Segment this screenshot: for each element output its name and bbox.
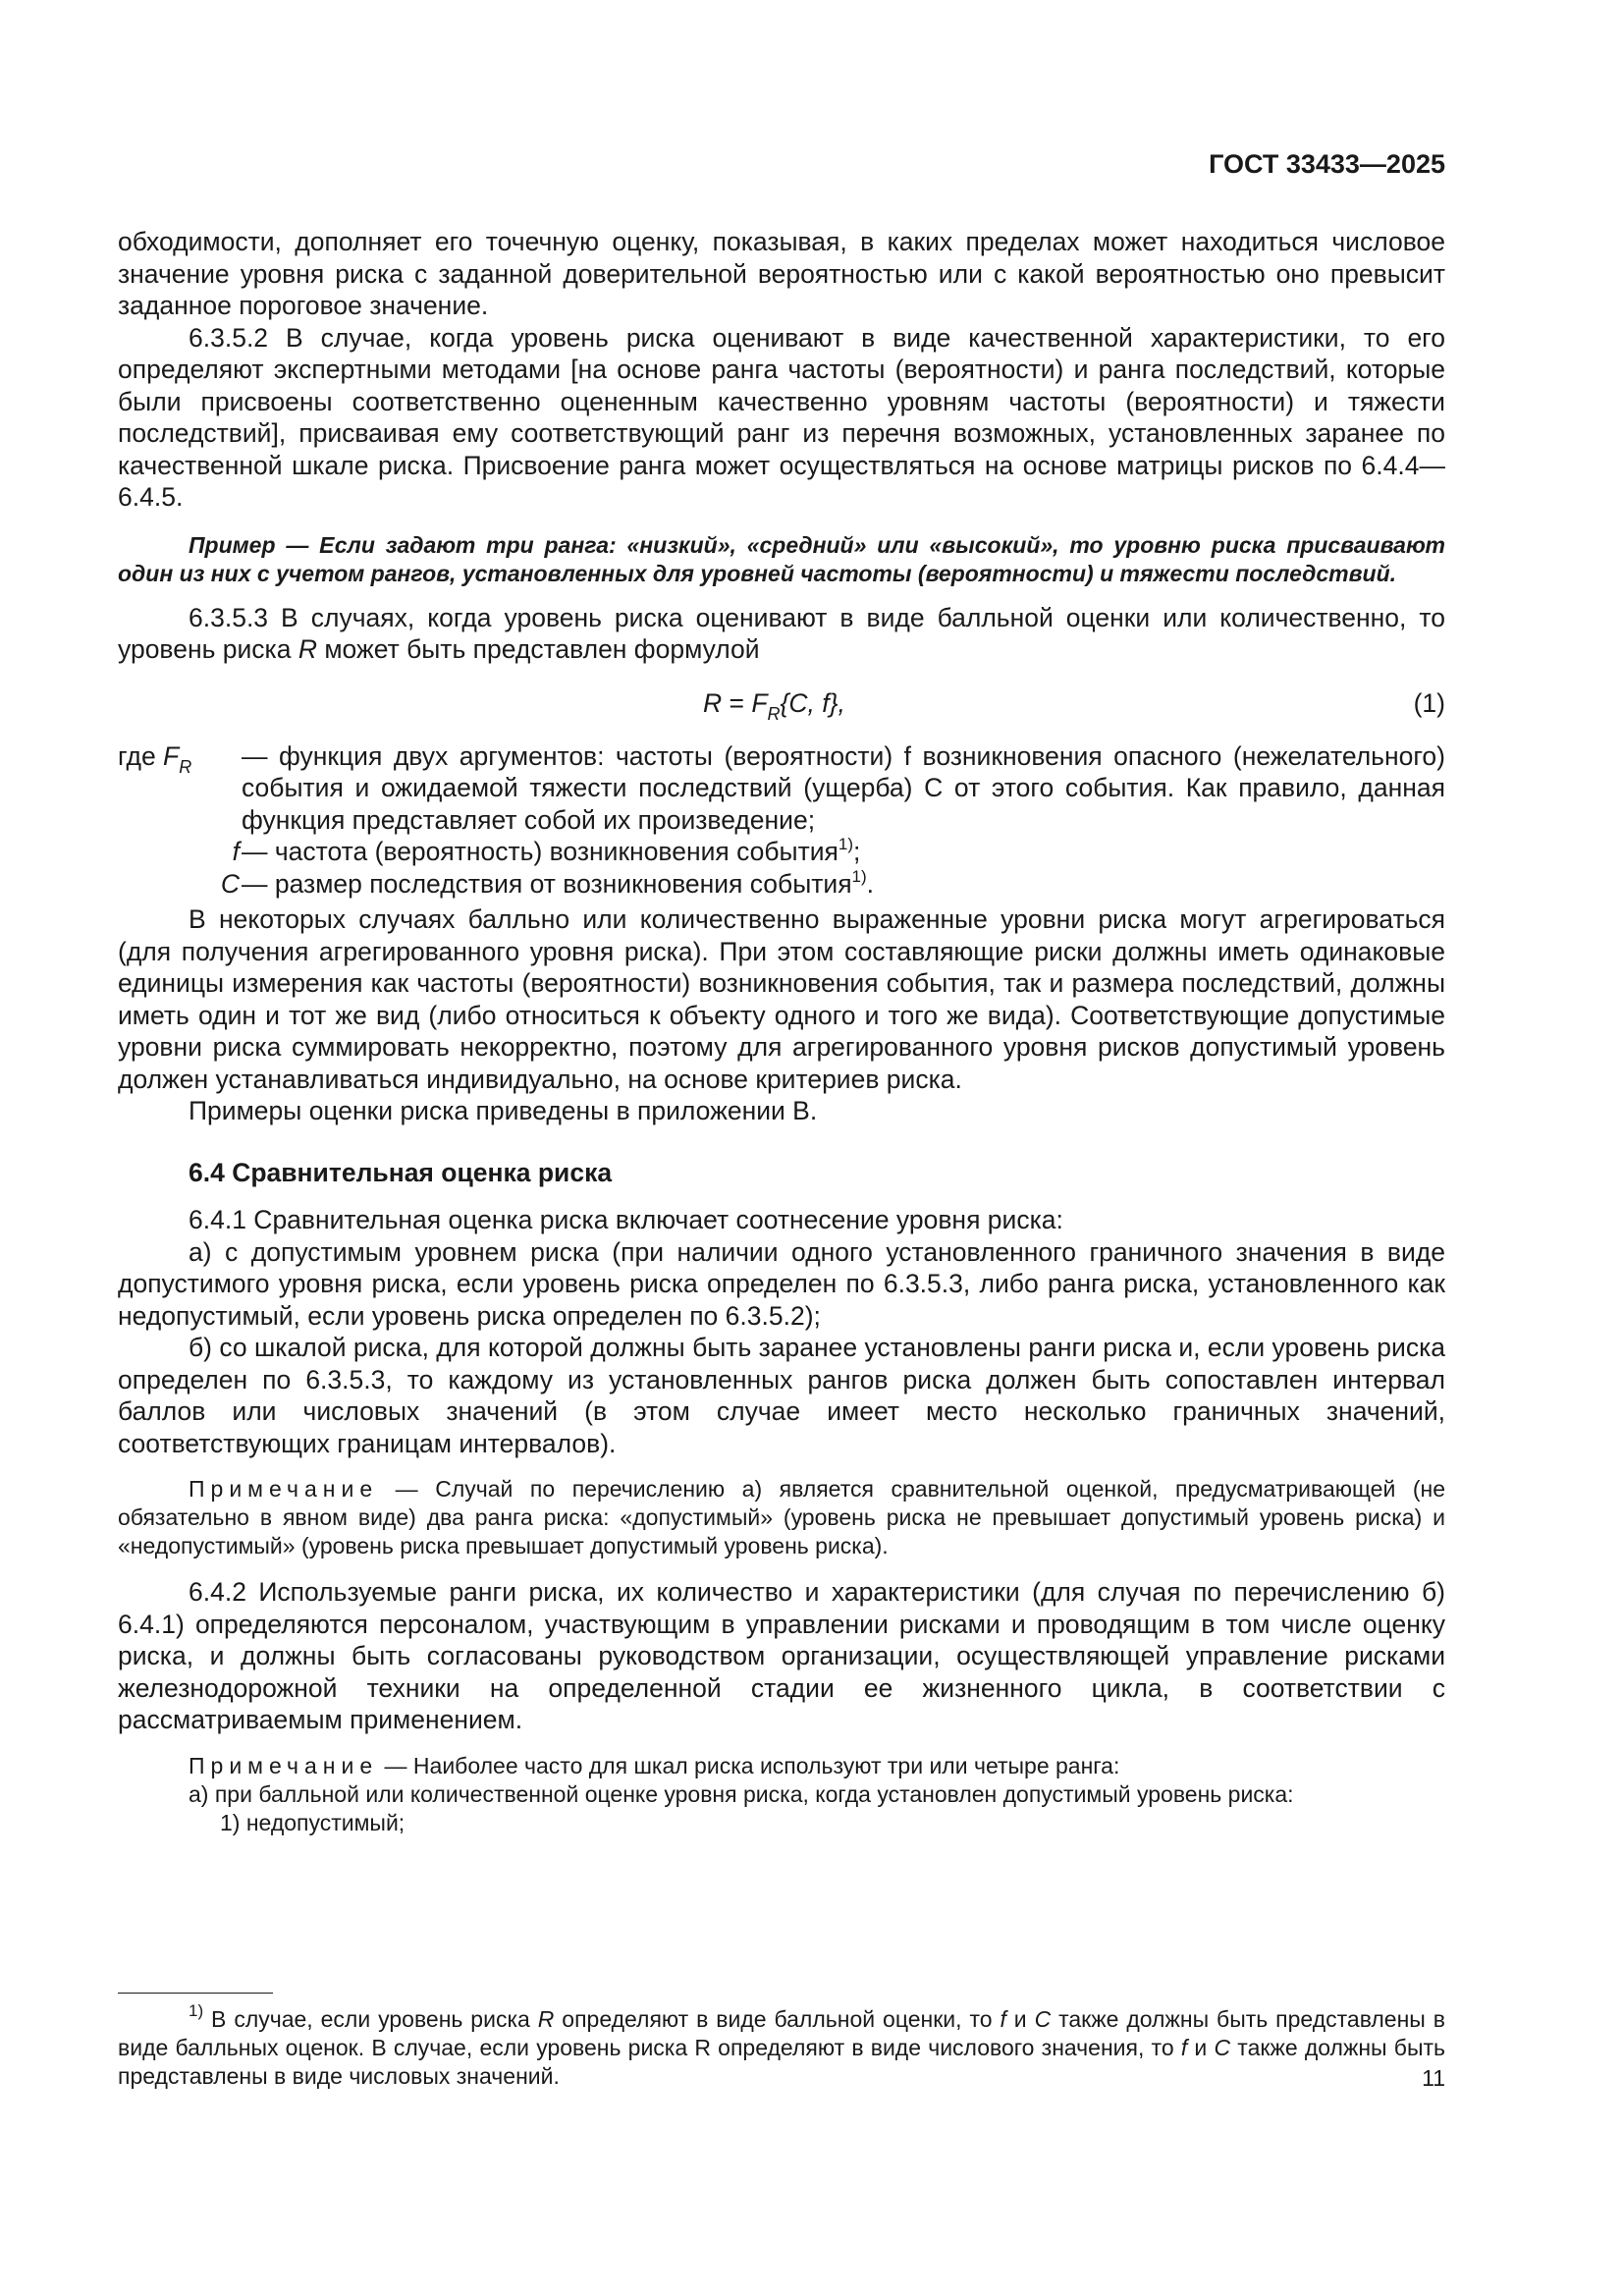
note-2	[118, 1752, 1445, 1780]
paragraph-aggregation: В некоторых случаях балльно или количественно выраженные уровни риска могут агрегироваться (для получения агрегированного уровня риска). При этом составляющие риски должны иметь одинаковые единицы измерения как частоты (вероятности) возникновения события, так и размера последствий, должны иметь один и тот же вид (либо относиться к объекту одного и того же вида). Соответствующие допустимые уровни риска суммировать некорректно, поэтому для агрегированного уровня рисков допустимый уровень должен устанавливаться индивидуально, на основе критериев риска.	[118, 904, 1445, 1094]
definition-term	[118, 836, 242, 868]
footnote-text: также должны быть представлены в виде балльных оценок. В случае, если уровень риска R определяют в виде числового значения, то	[118, 2006, 1445, 2060]
formula-1	[118, 678, 1445, 735]
note-list-item-a: а) при балльной или количественной оценке уровня риска, когда установлен допустимый уровень риска:	[189, 1780, 1294, 1807]
term-f: F	[163, 740, 180, 771]
footnote-text: определяют в виде балльной оценки, то	[554, 2006, 1001, 2032]
formula-args: {C, f},	[780, 687, 845, 718]
footnote-text: и	[1005, 2006, 1035, 2032]
note-1	[118, 1475, 1445, 1560]
document-code-header: ГОСТ 33433—2025	[1209, 149, 1445, 179]
definition-text	[242, 836, 1445, 868]
note-label: Примечание	[189, 1476, 379, 1502]
paragraph-6-4-2: 6.4.2 Используемые ранги риска, их количество и характеристики (для случая по перечислению б) 6.4.1) определяются персоналом, участвующим в управлении рисками и проводящим в том числе оценку риска, и должны быть согласованы руководством организации, осуществляющей управление рисками железнодорожной техники на определенной стадии ее жизненного цикла, в соответствии с рассматриваемым применением.	[118, 1577, 1445, 1734]
formula-func-subscript: R	[767, 703, 781, 724]
document-body	[118, 226, 1445, 1837]
paragraph-text: 6.3.5.3 В случаях, когда уровень риска оценивают в виде балльной оценки или количественно, то уровень риска	[118, 602, 1445, 664]
footnote-var: f	[1180, 2035, 1188, 2060]
definition-term	[118, 868, 242, 901]
definition-end: ;	[853, 837, 861, 866]
definition-body: — частота (вероятность) возникновения события	[242, 837, 839, 866]
term-subscript: R	[179, 756, 192, 777]
definition-end: .	[866, 868, 875, 899]
list-item-b: б) со шкалой риска, для которой должны быть заранее установлены ранги риска и, если уровень риска определен по 6.3.5.3, то каждому из установленных рангов риска должен быть сопоставлен интервал баллов или числовых значений (в этом случае имеет место несколько граничных значений, соответствующих границам интервалов).	[118, 1333, 1445, 1458]
definition-term	[118, 740, 242, 837]
note-list-item-1: 1) недопустимый;	[220, 1809, 406, 1835]
footnote-text: В случае, если уровень риска	[203, 2006, 538, 2032]
note-text: — Случай по перечислению а) является сравнительной оценкой, предусматривающей (не обязательно в явном виде) два ранга риска: «допустимый» (уровень риска не превышает допустимый уровень риска) и «недопустимый» (уровень риска превышает допустимый уровень риска).	[118, 1476, 1445, 1558]
example-text: Пример — Если задают три ранга: «низкий», «средний» или «высокий», то уровню риска присваивают один из них с учетом рангов, установленных для уровней частоты (вероятности) и тяжести последствий.	[118, 531, 1445, 586]
formula-lhs: R	[703, 687, 723, 718]
footnote-var: R	[537, 2006, 555, 2032]
section-heading-6-4: 6.4 Сравнительная оценка риска	[189, 1157, 613, 1187]
footnote-mark: 1)	[189, 2001, 204, 2020]
variable-r: R	[298, 634, 317, 664]
paragraph-text: может быть представлен формулой	[316, 634, 760, 664]
formula-expression	[703, 687, 845, 724]
definition-body: — размер последствия от возникновения события	[242, 868, 852, 899]
definition-c	[118, 868, 1445, 901]
footnote-text: и	[1187, 2035, 1215, 2060]
note-text: — Наиболее часто для шкал риска используют три или четыре ранга:	[378, 1752, 1120, 1778]
term-c: C	[220, 868, 240, 899]
definition-text: — функция двух аргументов: частоты (вероятности) f возникновения опасного (нежелательного) события и ожидаемой тяжести последствий (ущерба) C от этого события. Как правило, данная функция представляет собой их произведение;	[242, 740, 1445, 835]
formula-func: F	[751, 687, 768, 718]
formula-number: (1)	[1413, 687, 1445, 718]
definition-f	[118, 836, 1445, 868]
paragraph-continuation: обходимости, дополняет его точечную оценку, показывая, в каких пределах может находиться числовое значение уровня риска с заданной доверительной вероятностью или с какой вероятностью оно превысит заданное пороговое значение.	[118, 227, 1445, 320]
footnote-ref: 1)	[838, 835, 854, 853]
footnote-text: также должны быть представлены в виде числовых значений.	[118, 2035, 1445, 2089]
note-label: Примечание	[189, 1752, 379, 1778]
formula-equals: =	[722, 687, 752, 718]
footnote-1	[118, 2001, 1445, 2091]
formula-definitions	[118, 740, 1445, 901]
footnote-var: C	[1214, 2035, 1231, 2060]
footnote-var: f	[1000, 2006, 1006, 2032]
where-word: где	[118, 740, 164, 771]
footnote-ref: 1)	[851, 866, 867, 886]
paragraph-6-4-1: 6.4.1 Сравнительная оценка риска включает соотнесение уровня риска:	[189, 1205, 1063, 1234]
paragraph-6-3-5-3	[118, 602, 1445, 666]
paragraph-6-3-5-2: 6.3.5.2 В случае, когда уровень риска оценивают в виде качественной характеристики, то его определяют экспертными методами [на основе ранга частоты (вероятности) и ранга последствий, которые были присвоены соответственно оцененным качественно уровням частоты (вероятности) и тяжести последствий], присваивая ему соответствующий ранг из перечня возможных, установленных заранее по качественной шкале риска. Присвоение ранга может осуществляться на основе матрицы рисков по 6.4.4—6.4.5.	[118, 322, 1445, 512]
definition-fr	[118, 740, 1445, 837]
page-number: 11	[1422, 2065, 1445, 2091]
footnote-separator	[118, 1993, 273, 1994]
term-f-lower: f	[232, 837, 240, 866]
footnote-var: C	[1034, 2006, 1052, 2032]
definition-text	[242, 868, 1445, 901]
list-item-a: а) с допустимым уровнем риска (при наличии одного установленного граничного значения в виде допустимого уровня риска, если уровень риска определен по 6.3.5.3, либо ранга риска, установленного как недопустимый, если уровень риска определен по 6.3.5.2);	[118, 1236, 1445, 1331]
paragraph-examples-ref: Примеры оценки риска приведены в приложении В.	[189, 1096, 818, 1125]
